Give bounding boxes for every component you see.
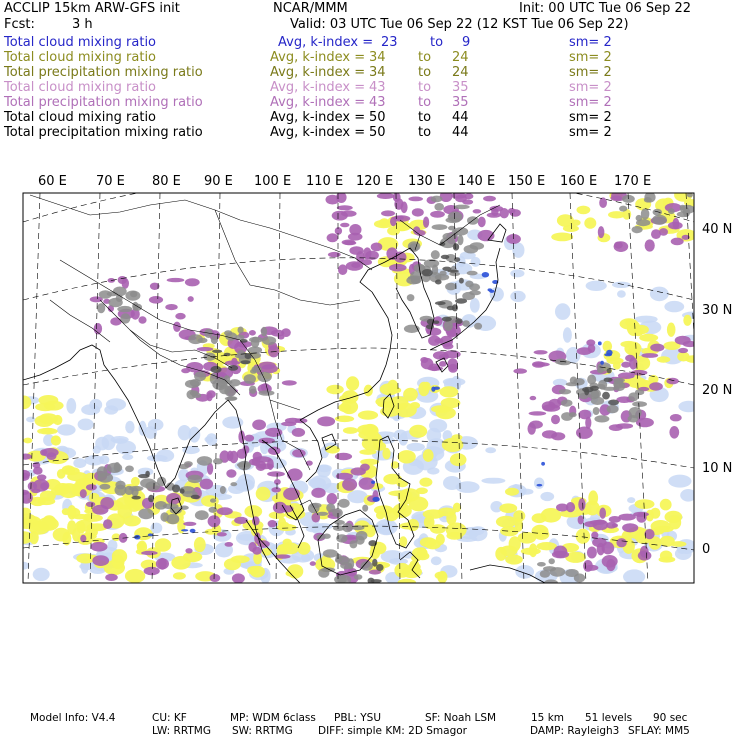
legend-sm: sm= 2: [569, 80, 612, 95]
legend-k1: 34: [369, 50, 386, 65]
legend-k2: 35: [452, 95, 469, 110]
footer-info: SW: RRTMG: [232, 725, 293, 737]
footer-info: 51 levels: [585, 712, 633, 724]
legend-field: Total cloud mixing ratio: [4, 80, 157, 95]
latitude-labels: [702, 222, 732, 557]
legend-k2: 24: [452, 50, 469, 65]
lon-label: 100 E: [254, 174, 292, 189]
legend-k2: 44: [452, 125, 469, 140]
lon-label: 120 E: [356, 174, 394, 189]
legend-avg: Avg, k-index =: [270, 110, 366, 125]
footer-info: MP: WDM 6class: [230, 712, 316, 724]
legend-sm: sm= 2: [569, 35, 612, 50]
legend-k1: 43: [369, 80, 386, 95]
legend-sm: sm= 2: [569, 50, 612, 65]
legend-to: to: [418, 125, 432, 140]
legend-to: to: [418, 95, 432, 110]
lat-label: 20 N: [702, 383, 733, 398]
legend-k1: 43: [369, 95, 386, 110]
legend-to: to: [418, 110, 432, 125]
valid-time: Valid: 03 UTC Tue 06 Sep 22 (12 KST Tue 06 Sep 22): [290, 17, 629, 32]
lon-label: 170 E: [614, 174, 652, 189]
legend-field: Total cloud mixing ratio: [4, 35, 157, 50]
legend-avg: Avg, k-index =: [270, 50, 366, 65]
lon-label: 150 E: [508, 174, 546, 189]
legend-field: Total cloud mixing ratio: [4, 110, 157, 125]
legend-avg: Avg, k-index =: [278, 35, 374, 50]
legend-k1: 50: [369, 110, 386, 125]
legend-k2: 35: [452, 80, 469, 95]
legend-avg: Avg, k-index =: [270, 65, 366, 80]
footer-info: DAMP: Rayleigh3: [530, 725, 620, 737]
legend-avg: Avg, k-index =: [270, 95, 366, 110]
legend-sm: sm= 2: [569, 95, 612, 110]
lon-label: 80 E: [152, 174, 181, 189]
legend-field: Total cloud mixing ratio: [4, 50, 157, 65]
legend-k2: 44: [452, 110, 469, 125]
lon-label: 110 E: [306, 174, 344, 189]
lat-label: 10 N: [702, 461, 733, 476]
legend-k2: 24: [452, 65, 469, 80]
legend-k1: 34: [369, 65, 386, 80]
footer-info: DIFF: simple KM: 2D Smagor: [318, 725, 467, 737]
footer-info: CU: KF: [152, 712, 187, 724]
center-label: NCAR/MMM: [273, 1, 348, 16]
footer-info: SFLAY: MM5: [628, 725, 690, 737]
legend-to: to: [418, 65, 432, 80]
legend-field: Total precipitation mixing ratio: [4, 125, 203, 140]
legend-k1: 23: [381, 35, 398, 50]
lon-label: 160 E: [560, 174, 598, 189]
lon-label: 90 E: [204, 174, 233, 189]
legend-field: Total precipitation mixing ratio: [4, 65, 203, 80]
lon-label: 130 E: [408, 174, 446, 189]
fcst-label: Fcst:: [4, 17, 35, 32]
longitude-labels: [38, 174, 651, 189]
legend-k1: 50: [369, 125, 386, 140]
lat-label: 30 N: [702, 303, 733, 318]
legend-to: to: [418, 80, 432, 95]
lat-label: 0: [702, 542, 711, 557]
legend-avg: Avg, k-index =: [270, 125, 366, 140]
lon-label: 140 E: [458, 174, 496, 189]
lat-label: 40 N: [702, 222, 733, 237]
legend-field: Total precipitation mixing ratio: [4, 95, 203, 110]
lon-label: 70 E: [96, 174, 125, 189]
footer-info: LW: RRTMG: [152, 725, 211, 737]
footer-info: SF: Noah LSM: [425, 712, 497, 724]
fcst-value: 3 h: [72, 17, 93, 32]
footer-info: 15 km: [531, 712, 565, 724]
legend-to: to: [418, 50, 432, 65]
footer-info: Model Info: V4.4: [30, 712, 116, 724]
legend-to: to: [430, 35, 444, 50]
plot-title: ACCLIP 15km ARW-GFS init: [4, 1, 180, 16]
legend-avg: Avg, k-index =: [270, 80, 366, 95]
legend-sm: sm= 2: [569, 110, 612, 125]
footer-info: PBL: YSU: [334, 712, 382, 724]
legend-sm: sm= 2: [569, 65, 612, 80]
lon-label: 60 E: [38, 174, 67, 189]
footer-info: 90 sec: [653, 712, 688, 724]
legend-sm: sm= 2: [569, 125, 612, 140]
init-time: Init: 00 UTC Tue 06 Sep 22: [519, 1, 692, 16]
legend-k2: 9: [462, 35, 471, 50]
